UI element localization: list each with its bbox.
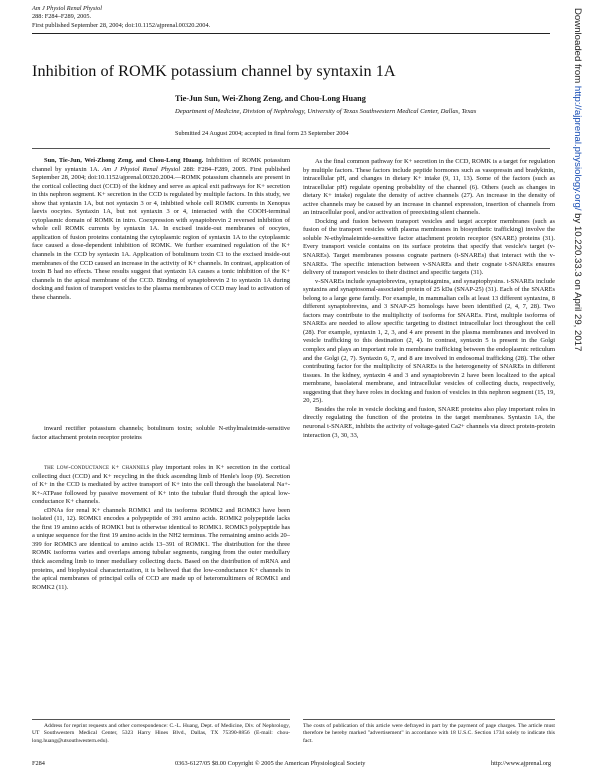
- introduction-right: [303, 158, 555, 440]
- abstract: [32, 157, 290, 302]
- abstract-journal: Am J Physiol Renal Physiol: [102, 165, 181, 173]
- intro-paragraph-2: cDNAs for renal K+ channels ROMK1 and its isoforms ROMK2 and ROMK3 have been isolated (11, 12). ROMK1 encodes a polypeptide of 391 amino acids. ROMK2 polypeptide lacks the first 19 amino acids of ROMK1 but is otherwise identical to ROMK1. ROMK3 polypeptide has a unique sequence for the first 19 amino acids in the NH2 terminus. The remaining amino acids 20–399 for ROMK3 are identical to amino acids 13–391 of ROMK1. The distribution for the three ROMK isoforms varies and overlaps among tubular segments, ranging from the outer medullary thick ascending limb to inner medullary collecting ducts. Based on the distribution of mRNA and proteins, and biophysical characterization, it is believed that the low-conductance K+ channels in the apical membranes of principal cells of CCD are made up of heteromultimers of ROMK1 and ROMK2 (11).: [32, 506, 290, 591]
- footnote-rule-left: [32, 719, 290, 720]
- copyright-line: 0363-6127/05 $8.00 Copyright © 2005 the American Physiological Society: [175, 760, 366, 767]
- download-suffix: by 10.220.33.3 on April 29, 2017: [572, 213, 583, 352]
- introduction-left: [32, 464, 290, 592]
- download-watermark: [566, 8, 588, 438]
- page-number: F284: [32, 760, 45, 767]
- keywords: inward rectifier potassium channels; botulinum toxin; soluble N-ethylmaleimide-sensitive factor attachment protein receptor proteins: [32, 425, 290, 441]
- abstract-body: 288: F284–F289, 2005. First published September 28, 2004; doi:10.1152/ajprenal.00320.2004.—ROMK potassium channels are present in the cortical collecting duct (CCD) of the kidney and serve as apical exit pathways for K+ secretion in this nephron segment. K+ secretion in the CCD is regulated by multiple factors. In this study, we show that syntaxin 1A, but not syntaxin 3 or 4, inhibited whole cell ROMK currents in Xenopus laevis oocytes. Syntaxin 1A, but not syntaxin 3 or 4, interacted with the COOH-terminal cytoplasmic domain of ROMK in intro. Coexpression with synaptobrevin 2 reversed inhibition of whole cell ROMK currents by syntaxin 1A. In excised inside-out membranes of oocytes, application of fusion proteins containing the cytoplasmic region of syntaxin 1A to the cytoplasmic face caused a dose-dependent inhibition of ROMK. We further examined regulation of the K+ channels in the CCD by syntaxin 1A. Application of botulinum toxin C1 to the excised inside-out membranes of the CCD caused an increase in the activity of K+ channels. In contrast, application of toxin B had no effects. These results suggest that syntaxin 1A causes a tonic inhibition of the K+ channels in the apical membrane of the CCD. Binding of synaptobrevin 2 to syntaxin 1A during docking and fusion of transport vesicles to the plasma membranes of CCD may lead to activation of these channels.: [32, 165, 291, 301]
- first-published-line: First published September 28, 2004; doi:10.1152/ajprenal.00320.2004.: [32, 21, 211, 29]
- abstract-title: Inhibition of ROMK potassium channel by syntaxin 1A.: [32, 157, 290, 173]
- right-paragraph-4: Besides the role in vesicle docking and fusion, SNARE proteins also play important roles in directly regulating the function of the proteins in the target membranes. Syntaxin 1A, the neuronal t-SNARE, inhibits the activity of voltage-gated Ca2+ channels via direct protein-protein interaction (3, 30, 33,: [303, 405, 555, 439]
- journal-header: [32, 5, 210, 30]
- header-rule: [32, 33, 550, 34]
- abstract-authors: Sun, Tie-Jun, Wei-Zhong Zeng, and Chou-Long Huang.: [44, 157, 204, 164]
- right-paragraph-2: Docking and fusion between transport vesicles and target acceptor membranes (such as fusion of the transport vesicles with plasma membranes in biosynthetic trafficking) involve the soluble N-ethylmaleimide-sensitive factor attachment protein receptor (SNARE) proteins (31). Every transport vesicle contains on its surface proteins that specify that vesicle's target (v-SNAREs). Target membranes possess cognate partners (t-SNAREs) that interact with the v-SNAREs. The specific interaction between v-SNAREs and their cognate t-SNAREs ensures delivery of transport vesicles to their distinct and specific targets (31).: [303, 217, 555, 277]
- journal-url[interactable]: http://www.ajprenal.org: [491, 760, 551, 767]
- journal-citation: 288: F284–F289, 2005.: [32, 13, 92, 21]
- intro-lead: the low-conductance k+ channels: [44, 464, 150, 471]
- publication-costs-footnote: The costs of publication of this article were defrayed in part by the payment of page charges. The article must therefore be hereby marked "advertisement" in accordance with 18 U.S.C. Section 1734 solely to indicate this fact.: [303, 723, 555, 744]
- footnote-rule-right: [303, 719, 555, 720]
- intro-paragraph-1: play important roles in K+ secretion in the cortical collecting duct (CCD) and K+ recycling in the thick ascending limb of Henle's loop (9). Secretion of K+ in the CCD is mediated by active transport of K+ into the cell through the basolateral Na+-K+-ATPase followed by passive movement of K+ into the tubular fluid through the apical low-conductance K+ channels.: [32, 464, 291, 506]
- article-affiliation: Department of Medicine, Division of Nephrology, University of Texas Southwestern Medical Center, Dallas, Texas: [175, 108, 477, 115]
- submission-dates: Submitted 24 August 2004; accepted in final form 23 September 2004: [175, 130, 349, 137]
- article-title: Inhibition of ROMK potassium channel by syntaxin 1A: [32, 62, 396, 80]
- right-paragraph-1: As the final common pathway for K+ secretion in the CCD, ROMK is a target for regulation by multiple factors. These factors include peptide hormones such as vasopressin and bradykinin, intracellular pH, and changes in dietary K+ intake (9, 11, 13). Some of the factors (such as intracellular pH) regulate opening probability of the channel (6). Others (such as changes in dietary K+ intake) regulate the density of active channels (27). An increase in the density of active channels may be caused by an increase in channel expression, insertion of channels from an intracellular pool, and/or activation of preexisting silent channels.: [303, 158, 555, 217]
- download-link[interactable]: http://ajprenal.physiology.org/: [572, 85, 583, 211]
- journal-name: Am J Physiol Renal Physiol: [32, 5, 102, 12]
- title-rule: [32, 148, 550, 149]
- correspondence-footnote: Address for reprint requests and other correspondence: C.-L. Huang, Dept. of Medicine, Div. of Nephrology, UT Southwestern Medical Center, 5323 Harry Hines Blvd., Dallas, TX 75390-8856 (E-mail: chou-long.huang@utsouthwestern.edu).: [32, 723, 290, 744]
- article-authors: Tie-Jun Sun, Wei-Zhong Zeng, and Chou-Long Huang: [175, 94, 366, 103]
- right-paragraph-3: v-SNAREs include synaptobrevins, synaptotagmins, and synaptophysins. t-SNAREs include syntaxins and synaptosomal-associated protein of 25 kDa (SNAP-25) (31). Each of the SNAREs belong to a large gene family. For example, in mammalian cells at least 13 different syntaxins, 8 different synaptobrevins, and 3 SNAP-25 homologs have been identified (2, 4, 7, 28). Two factors may contribute to the multiplicity of isoforms for SNAREs. First, multiple isoforms of SNAREs are needed to allow specific targeting to distinct intracellular loci throughout the cell (28). For example, syntaxin 1, 2, 3, and 4 are present in the plasma membranes and involved in vesicle trafficking to this destination (2, 4). In contrast, syntaxin 5 is present in the Golgi complex and plays an important role in membrane trafficking between the endoplasmic reticulum and the Golgi (2, 7). Syntaxin 6, 7, and 8 are involved in endosomal trafficking (28). The other contributing factor for the multiplicity of SNAREs is the heterogeneity of SNAREs in different tissues. In the kidney, syntaxin 4 and 3 and synaptobrevin 2 have been localized to the apical membrane, basolateral membrane, and intracellular vesicles of collecting ducts, respectively, suggesting that they have roles in docking and fusion of vesicles in this nephron segment (15, 19, 20, 25).: [303, 277, 555, 405]
- download-prefix: Downloaded from: [572, 8, 583, 84]
